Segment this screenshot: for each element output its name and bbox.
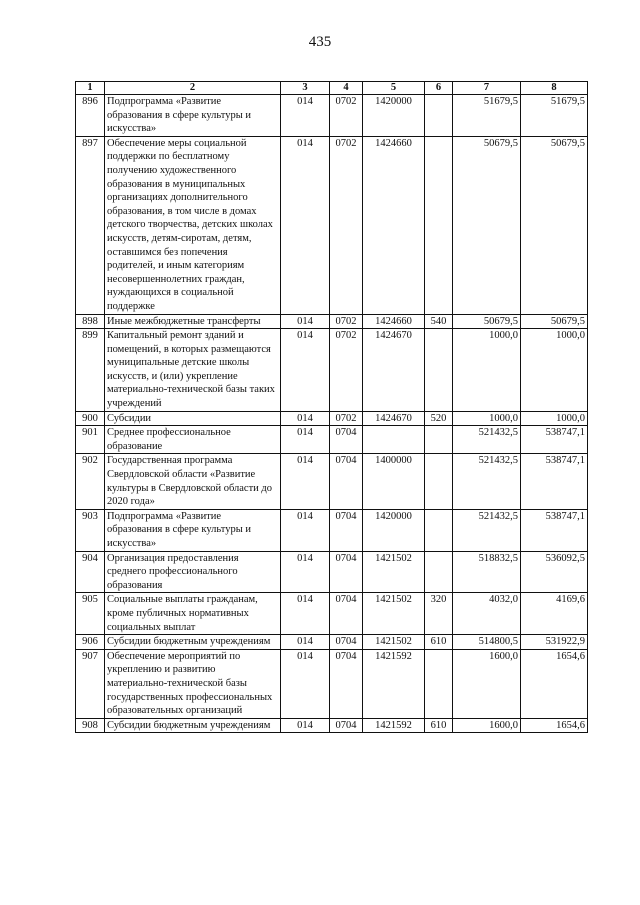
row-section-code: 0702: [330, 411, 363, 426]
row-amount-7: 51679,5: [453, 95, 521, 137]
row-section-code: 0702: [330, 95, 363, 137]
table-row: [76, 649, 588, 718]
row-expense-type: 610: [425, 635, 453, 650]
table-row: [76, 635, 588, 650]
row-target-code: 1400000: [363, 454, 425, 509]
row-description: Субсидии: [105, 411, 281, 426]
column-header-4: 4: [330, 82, 363, 95]
column-header-2: 2: [105, 82, 281, 95]
row-expense-type: 520: [425, 411, 453, 426]
table-row: [76, 314, 588, 329]
row-ministry-code: 014: [281, 426, 330, 454]
row-number: 896: [76, 95, 105, 137]
row-expense-type: [425, 95, 453, 137]
row-ministry-code: 014: [281, 314, 330, 329]
table-row: [76, 509, 588, 551]
row-section-code: 0704: [330, 718, 363, 733]
row-number: 897: [76, 136, 105, 314]
table-row: [76, 718, 588, 733]
row-amount-8: 1000,0: [521, 329, 588, 412]
row-description: Субсидии бюджетным учреждениям: [105, 635, 281, 650]
row-amount-7: 521432,5: [453, 454, 521, 509]
row-target-code: 1424670: [363, 329, 425, 412]
row-section-code: 0704: [330, 509, 363, 551]
row-expense-type: 540: [425, 314, 453, 329]
row-section-code: 0704: [330, 635, 363, 650]
row-amount-8: 50679,5: [521, 314, 588, 329]
row-expense-type: [425, 551, 453, 593]
row-section-code: 0702: [330, 329, 363, 412]
page-number: 435: [308, 34, 332, 50]
table-body: [76, 95, 588, 733]
header-row: [76, 82, 588, 95]
row-target-code: 1424670: [363, 411, 425, 426]
row-amount-7: 521432,5: [453, 426, 521, 454]
row-amount-7: 1600,0: [453, 718, 521, 733]
row-ministry-code: 014: [281, 593, 330, 635]
row-section-code: 0704: [330, 649, 363, 718]
row-description: Организация предоставления среднего профессионального образования: [105, 551, 281, 593]
row-amount-8: 538747,1: [521, 454, 588, 509]
row-section-code: 0704: [330, 454, 363, 509]
row-target-code: 1421502: [363, 551, 425, 593]
row-description: Подпрограмма «Развитие образования в сфере культуры и искусства»: [105, 509, 281, 551]
row-expense-type: [425, 426, 453, 454]
row-section-code: 0704: [330, 551, 363, 593]
row-description: Обеспечение меры социальной поддержки по бесплатному получению художественного образования в муниципальных организациях дополнительного образования, в том числе в домах детского творчества, детских школах искусств, детям-сиротам, детям, оставшимся без попечения родителей, и иным категориям несовершеннолетних граждан, нуждающихся в социальной поддержке: [105, 136, 281, 314]
row-expense-type: [425, 649, 453, 718]
row-section-code: 0704: [330, 593, 363, 635]
row-ministry-code: 014: [281, 454, 330, 509]
row-expense-type: [425, 329, 453, 412]
row-expense-type: 610: [425, 718, 453, 733]
row-amount-8: 51679,5: [521, 95, 588, 137]
column-header-1: 1: [76, 82, 105, 95]
row-amount-8: 1654,6: [521, 718, 588, 733]
table-row: [76, 136, 588, 314]
row-ministry-code: 014: [281, 329, 330, 412]
row-amount-7: 1600,0: [453, 649, 521, 718]
row-target-code: 1420000: [363, 509, 425, 551]
table-row: [76, 426, 588, 454]
row-amount-7: 514800,5: [453, 635, 521, 650]
row-description: Социальные выплаты гражданам, кроме публичных нормативных социальных выплат: [105, 593, 281, 635]
row-amount-7: 4032,0: [453, 593, 521, 635]
row-number: 907: [76, 649, 105, 718]
row-description: Подпрограмма «Развитие образования в сфере культуры и искусства»: [105, 95, 281, 137]
budget-table: [75, 81, 588, 733]
row-ministry-code: 014: [281, 551, 330, 593]
row-amount-7: 50679,5: [453, 136, 521, 314]
table-row: [76, 551, 588, 593]
row-section-code: 0702: [330, 314, 363, 329]
row-description: Субсидии бюджетным учреждениям: [105, 718, 281, 733]
row-description: Государственная программа Свердловской области «Развитие культуры в Свердловской области до 2020 года»: [105, 454, 281, 509]
row-target-code: 1424660: [363, 314, 425, 329]
column-header-6: 6: [425, 82, 453, 95]
row-ministry-code: 014: [281, 95, 330, 137]
table-row: [76, 329, 588, 412]
row-amount-8: 50679,5: [521, 136, 588, 314]
row-description: Капитальный ремонт зданий и помещений, в которых размещаются муниципальные детские школы искусств, и (или) укрепление материально-технической базы таких учреждений: [105, 329, 281, 412]
column-header-5: 5: [363, 82, 425, 95]
row-target-code: 1424660: [363, 136, 425, 314]
row-amount-8: 4169,6: [521, 593, 588, 635]
column-header-3: 3: [281, 82, 330, 95]
row-target-code: 1420000: [363, 95, 425, 137]
row-target-code: 1421592: [363, 718, 425, 733]
row-description: Иные межбюджетные трансферты: [105, 314, 281, 329]
column-header-7: 7: [453, 82, 521, 95]
row-number: 898: [76, 314, 105, 329]
row-target-code: 1421502: [363, 593, 425, 635]
row-number: 904: [76, 551, 105, 593]
row-number: 900: [76, 411, 105, 426]
table-row: [76, 593, 588, 635]
row-target-code: 1421592: [363, 649, 425, 718]
row-target-code: 1421502: [363, 635, 425, 650]
row-amount-8: 1000,0: [521, 411, 588, 426]
row-number: 901: [76, 426, 105, 454]
table-row: [76, 454, 588, 509]
row-ministry-code: 014: [281, 509, 330, 551]
row-expense-type: 320: [425, 593, 453, 635]
table-row: [76, 95, 588, 137]
row-amount-8: 531922,9: [521, 635, 588, 650]
row-number: 902: [76, 454, 105, 509]
row-section-code: 0702: [330, 136, 363, 314]
row-amount-8: 536092,5: [521, 551, 588, 593]
row-target-code: [363, 426, 425, 454]
row-number: 899: [76, 329, 105, 412]
row-number: 903: [76, 509, 105, 551]
row-description: Среднее профессиональное образование: [105, 426, 281, 454]
row-amount-7: 1000,0: [453, 411, 521, 426]
row-amount-7: 50679,5: [453, 314, 521, 329]
table-header: [76, 82, 588, 95]
row-number: 908: [76, 718, 105, 733]
row-number: 905: [76, 593, 105, 635]
row-ministry-code: 014: [281, 635, 330, 650]
row-amount-7: 521432,5: [453, 509, 521, 551]
row-expense-type: [425, 454, 453, 509]
table-row: [76, 411, 588, 426]
row-expense-type: [425, 136, 453, 314]
row-amount-8: 1654,6: [521, 649, 588, 718]
row-number: 906: [76, 635, 105, 650]
row-ministry-code: 014: [281, 649, 330, 718]
row-expense-type: [425, 509, 453, 551]
row-amount-8: 538747,1: [521, 426, 588, 454]
row-amount-7: 1000,0: [453, 329, 521, 412]
column-header-8: 8: [521, 82, 588, 95]
row-section-code: 0704: [330, 426, 363, 454]
row-amount-8: 538747,1: [521, 509, 588, 551]
row-amount-7: 518832,5: [453, 551, 521, 593]
row-description: Обеспечение мероприятий по укреплению и развитию материально-технической базы государственных профессиональных образовательных организаций: [105, 649, 281, 718]
row-ministry-code: 014: [281, 136, 330, 314]
row-ministry-code: 014: [281, 718, 330, 733]
row-ministry-code: 014: [281, 411, 330, 426]
